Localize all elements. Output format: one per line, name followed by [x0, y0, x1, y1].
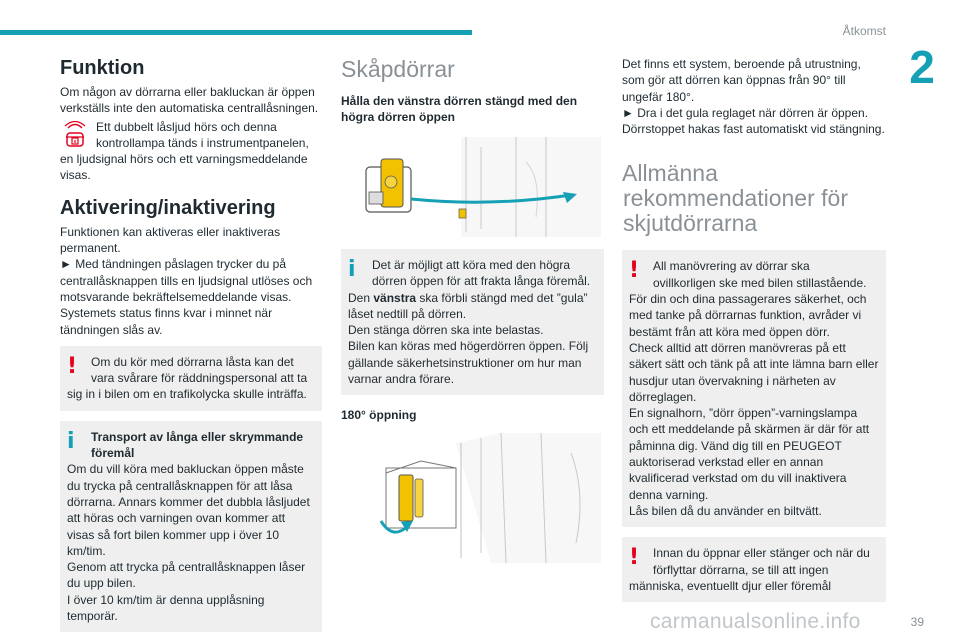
info-2-paragraph-2 [348, 290, 597, 323]
info-box-2 [341, 249, 604, 395]
warning-3-line-1: Innan du öppnar eller stänger och när du [653, 546, 870, 561]
warning-box-2 [622, 250, 886, 527]
funktion-line-a: Ett dubbelt låsljud hörs och denna [96, 119, 277, 134]
col3-paragraph-1: Det finns ett system, beroende på utrustning, som gör att dörren kan öppnas från 90° till ungefär 180°. [622, 57, 861, 104]
illustration-door-lock [341, 137, 604, 237]
info-1-paragraph-2: Genom att trycka på centrallåsknappen låser du upp bilen. [67, 560, 306, 591]
section-label: Åtkomst [842, 24, 886, 38]
column-1 [60, 56, 322, 632]
info-2-paragraph-3: Den stänga dörren ska inte belastas. [348, 323, 544, 338]
warning-2-paragraph-5: Lås bilen då du använder en biltvätt. [629, 503, 822, 518]
header-accent-bar [0, 30, 472, 35]
chapter-number: 2 [909, 41, 935, 93]
warning-2-paragraph-3: Check alltid att dörren manövreras på ett säkert sätt och tänk på att inte lämna barn eller husdjur utan övervakning i närheten av dörreglagen. [629, 340, 879, 404]
warning-3-line-2: förflyttar dörrarna, se till att ingen [653, 562, 829, 577]
heading-skapdorrar: Skåpdörrar [341, 56, 455, 82]
watermark: carmanualsonline.info [650, 610, 861, 633]
warning-2-line-1: All manövrering av dörrar ska [653, 259, 810, 274]
heading-line-2: rekommendationer för [623, 185, 848, 212]
subheading-left-door: Hålla den vänstra dörren stängd med den högra dörren öppen [341, 94, 578, 124]
illustration-180-opening [341, 433, 604, 563]
exclamation-icon: ! [67, 353, 78, 379]
warning-box-3 [622, 537, 886, 602]
info-2-line-1: Det är möjligt att köra med den högra [372, 258, 571, 272]
door-lock-illustration [341, 137, 604, 237]
heading-funktion: Funktion [60, 57, 145, 79]
info-1-title-1: Transport av långa eller skrymmande [91, 429, 304, 444]
warning-3-rest: människa, eventuellt djur eller föremål [629, 578, 832, 593]
exclamation-icon: ! [629, 258, 640, 284]
heading-line-3: skjutdörrarna [623, 210, 758, 237]
heading-rekommendationer [622, 161, 886, 236]
warning-2-paragraph-4: En signalhorn, ”dörr öppen”-varningslampa och ett meddelande på skärmen är där för att påminna dig. Vänd dig till en PEUGEOT auktoriserad verkstad eller en annan kvalificerad verkstad om du vill inaktivera denna varning. [629, 406, 870, 502]
col3-paragraph-2: ► Dra i det gula reglaget när dörren är öppen. [622, 105, 869, 120]
info-2-bold: vänstra [373, 290, 417, 305]
exclamation-icon: ! [629, 545, 640, 571]
info-2-line-2: dörren öppen för att frakta långa föremål. [372, 274, 591, 289]
heading-line-1: Allmänna [622, 160, 718, 187]
warning-1-line-1: Om du kör med dörrarna låsta kan det [91, 354, 294, 369]
funktion-paragraph-2 [60, 119, 322, 184]
warning-1-rest: sig in i bilen om en trafikolycka skulle inträffa. [67, 387, 307, 402]
info-icon: i [67, 428, 75, 454]
info-2-paragraph-4: Bilen kan köras med högerdörren öppen. Följ gällande säkerhetsinstruktioner om hur man varnar andra förare. [348, 339, 589, 387]
funktion-line-b: kontrollampa tänds i instrumentpanelen, [96, 135, 309, 150]
info-2-pre: Den [348, 290, 374, 305]
aktivering-paragraph-1: Funktionen kan aktiveras eller inaktiveras permanent. [60, 224, 281, 256]
subheading-180: 180° öppning [341, 408, 417, 423]
aktivering-paragraph-3: Systemets status finns kvar i minnet när tändningen slås av. [60, 306, 273, 337]
info-1-paragraph-1: Om du vill köra med bakluckan öppen måste du trycka på centrallåsknappen för att låsa dörrarna. Annars kommer det dubbla låsljudet att höras och varningen ovan kommer att visas så fort bilen kommer upp i över 10 km/tim. [67, 462, 310, 558]
column-3 [622, 56, 886, 602]
page-number: 39 [910, 615, 924, 629]
aktivering-paragraph-2: ► Med tändningen påslagen trycker du på centrallåsknappen tills en ljudsignal utlöses och motsvarande bekräftelsemeddelande visas. [60, 257, 313, 304]
info-1-title-2: föremål [91, 446, 135, 461]
info-1-paragraph-3: I över 10 km/tim är denna upplåsning temporär. [67, 592, 265, 624]
car-lock-warning-icon [62, 119, 88, 151]
door-180-illustration [341, 433, 604, 563]
warning-2-line-2: ovillkorligen ske med bilen stillastående. [653, 275, 867, 290]
heading-aktivering: Aktivering/inaktivering [60, 196, 276, 219]
warning-1-line-2: vara svårare för räddningspersonal att ta [91, 371, 308, 386]
warning-box-1 [60, 346, 322, 411]
info-icon: i [348, 257, 356, 282]
column-2 [341, 56, 604, 563]
warning-2-paragraph-2: För din och dina passagerares säkerhet, och med tanke på dörrarnas funktion, avråder vi bestämt från att köra med öppen dörr. [629, 292, 867, 339]
info-2-post: ska förbli stängd med det ”gula” låset nedtill på dörren. [348, 290, 588, 321]
info-box-1 [60, 421, 322, 633]
col3-paragraph-3: Dörrstoppet hakas fast automatiskt vid stängning. [622, 122, 885, 137]
funktion-line-c: en ljudsignal hörs och ett varningsmeddelande visas. [60, 152, 308, 183]
funktion-paragraph-1: Om någon av dörrarna eller bakluckan är öppen verkställs inte den automatiska centrallåsningen. [60, 85, 319, 116]
